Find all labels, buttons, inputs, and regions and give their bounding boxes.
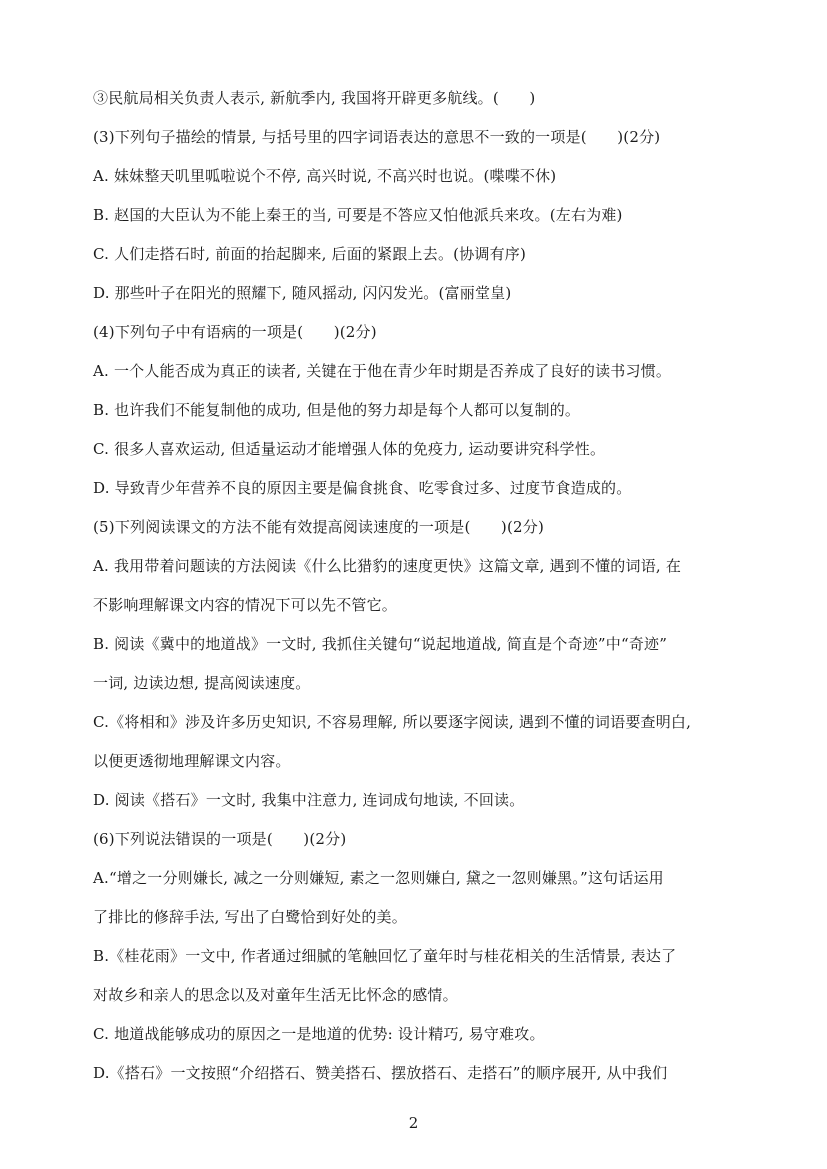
question-6-stem: (6)下列说法错误的一项是( )(2分) — [93, 830, 347, 848]
question-4-stem: (4)下列句子中有语病的一项是( )(2分) — [93, 323, 377, 341]
question-3-option-a: A. 妹妹整天叽里呱啦说个不停, 高兴时说, 不高兴时也说。(喋喋不休) — [93, 167, 557, 185]
question-6-option-a-line2: 了排比的修辞手法, 写出了白鹭恰到好处的美。 — [93, 908, 407, 926]
line-q2-item3: ③民航局相关负责人表示, 新航季内, 我国将开辟更多航线。( ) — [93, 89, 536, 107]
question-6-option-b-line1: B.《桂花雨》一文中, 作者通过细腻的笔触回忆了童年时与桂花相关的生活情景, 表达了 — [93, 947, 677, 965]
question-6-option-d-line1: D.《搭石》一文按照“介绍搭石、赞美搭石、摆放搭石、走搭石”的顺序展开, 从中我们 — [93, 1064, 668, 1082]
question-5-option-b-line2: 一词, 边读边想, 提高阅读速度。 — [93, 674, 311, 692]
question-6-option-a-line1: A.“增之一分则嫌长, 减之一分则嫌短, 素之一忽则嫌白, 黛之一忽则嫌黑。”这句话运用 — [93, 869, 664, 887]
question-4-option-a: A. 一个人能否成为真正的读者, 关键在于他在青少年时期是否养成了良好的读书习惯。 — [93, 362, 672, 380]
question-3-stem: (3)下列句子描绘的情景, 与括号里的四字词语表达的意思不一致的一项是( )(2分) — [93, 128, 661, 146]
question-5-option-c-line1: C.《将相和》涉及许多历史知识, 不容易理解, 所以要逐字阅读, 遇到不懂的词语要查明白, — [93, 713, 692, 731]
question-3-option-d: D. 那些叶子在阳光的照耀下, 随风摇动, 闪闪发光。(富丽堂皇) — [93, 284, 512, 302]
question-5-option-a-line2: 不影响理解课文内容的情况下可以先不管它。 — [93, 596, 398, 614]
question-6-option-b-line2: 对故乡和亲人的思念以及对童年生活无比怀念的感情。 — [93, 986, 458, 1004]
question-3-option-b: B. 赵国的大臣认为不能上秦王的当, 可要是不答应又怕他派兵来攻。(左右为难) — [93, 206, 623, 224]
question-4-option-c: C. 很多人喜欢运动, 但适量运动才能增强人体的免疫力, 运动要讲究科学性。 — [93, 440, 606, 458]
page-number: 2 — [408, 1114, 419, 1132]
question-5-stem: (5)下列阅读课文的方法不能有效提高阅读速度的一项是( )(2分) — [93, 518, 545, 536]
question-5-option-a-line1: A. 我用带着问题读的方法阅读《什么比猎豹的速度更快》这篇文章, 遇到不懂的词语, 在 — [93, 557, 682, 575]
question-6-option-c: C. 地道战能够成功的原因之一是地道的优势: 设计精巧, 易守难攻。 — [93, 1025, 545, 1043]
question-3-option-c: C. 人们走搭石时, 前面的抬起脚来, 后面的紧跟上去。(协调有序) — [93, 245, 527, 263]
question-5-option-c-line2: 以便更透彻地理解课文内容。 — [93, 752, 291, 770]
question-4-option-d: D. 导致青少年营养不良的原因主要是偏食挑食、吃零食过多、过度节食造成的。 — [93, 479, 632, 497]
question-5-option-d: D. 阅读《搭石》一文时, 我集中注意力, 连词成句地读, 不回读。 — [93, 791, 525, 809]
question-4-option-b: B. 也许我们不能复制他的成功, 但是他的努力却是每个人都可以复制的。 — [93, 401, 581, 419]
question-5-option-b-line1: B. 阅读《冀中的地道战》一文时, 我抓住关键句“说起地道战, 简直是个奇迹”中“奇迹” — [93, 635, 668, 653]
